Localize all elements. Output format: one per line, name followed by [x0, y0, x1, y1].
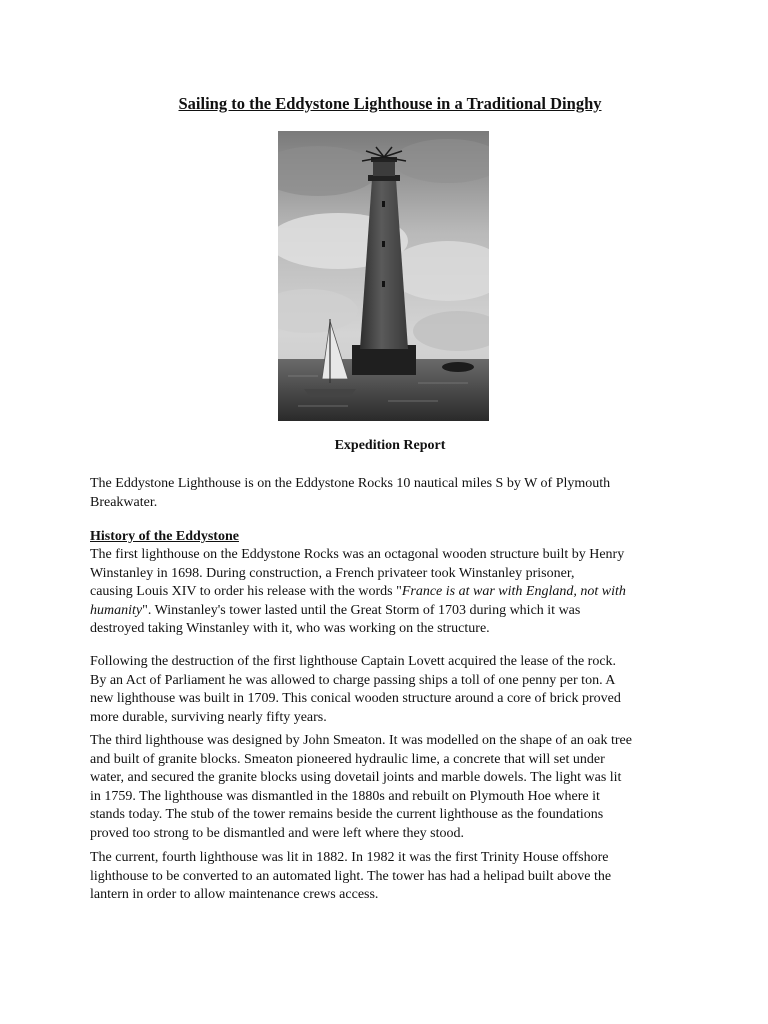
paragraph-line: Winstanley in 1698. During construction, a French privateer took Winstanley prisoner,: [90, 565, 575, 581]
report-subtitle: Expedition Report: [334, 438, 446, 453]
history-paragraph-2: [90, 653, 690, 727]
paragraph-line: lighthouse to be converted to an automated light. The tower has had a helipad built above the: [90, 868, 612, 884]
history-paragraph-3: [90, 732, 690, 843]
lighthouse-photo: [278, 131, 489, 421]
paragraph-line: water, and secured the granite blocks using dovetail joints and marble dowels. The light was lit: [90, 770, 622, 785]
line-text: causing Louis XIV to order his release with the words ": [90, 584, 402, 599]
paragraph-line: The current, fourth lighthouse was lit in 1882. In 1982 it was the first Trinity House offshore: [90, 850, 609, 865]
paragraph-line: stands today. The stub of the tower remains beside the current lighthouse as the foundations: [90, 807, 604, 822]
intro-line: The Eddystone Lighthouse is on the Eddystone Rocks 10 nautical miles S by W of Plymouth: [90, 476, 611, 491]
paragraph-line: destroyed taking Winstanley with it, who was working on the structure.: [90, 621, 490, 636]
paragraph-line: lantern in order to allow maintenance crews access.: [90, 887, 379, 902]
intro-paragraph: [90, 475, 690, 512]
history-paragraph-1: [90, 546, 690, 639]
history-paragraph-4: [90, 849, 690, 905]
paragraph-line: and built of granite blocks. Smeaton pioneered hydraulic lime, a concrete that will set under: [90, 751, 605, 767]
document-title: Sailing to the Eddystone Lighthouse in a Traditional Dinghy: [178, 94, 602, 113]
paragraph-line: proved too strong to be dismantled and were left where they stood.: [90, 825, 465, 841]
paragraph-line: The first lighthouse on the Eddystone Rocks was an octagonal wooden structure built by Henry: [90, 547, 625, 562]
paragraph-line: The third lighthouse was designed by John Smeaton. It was modelled on the shape of an oak tree: [90, 733, 632, 748]
paragraph-line: [90, 602, 690, 621]
intro-line: Breakwater.: [90, 494, 158, 510]
paragraph-line: By an Act of Parliament he was allowed to charge passing ships a toll of one penny per ton. A: [90, 672, 616, 688]
paragraph-line: Following the destruction of the first lighthouse Captain Lovett acquired the lease of the rock.: [90, 654, 617, 669]
history-heading: History of the Eddystone: [90, 529, 239, 544]
paragraph-line: new lighthouse was built in 1709. This conical wooden structure around a core of brick proved: [90, 691, 621, 706]
paragraph-line: more durable, surviving nearly fifty years.: [90, 709, 327, 725]
quote-text: humanity: [90, 602, 143, 618]
quote-text: France is at war with England, not with: [401, 584, 626, 599]
paragraph-line: in 1759. The lighthouse was dismantled in the 1880s and rebuilt on Plymouth Hoe where it: [90, 788, 600, 804]
paragraph-line: [90, 583, 690, 602]
lighthouse-photo-icon: [278, 131, 489, 421]
line-text: ". Winstanley's tower lasted until the Great Storm of 1703 during which it was: [142, 602, 581, 618]
